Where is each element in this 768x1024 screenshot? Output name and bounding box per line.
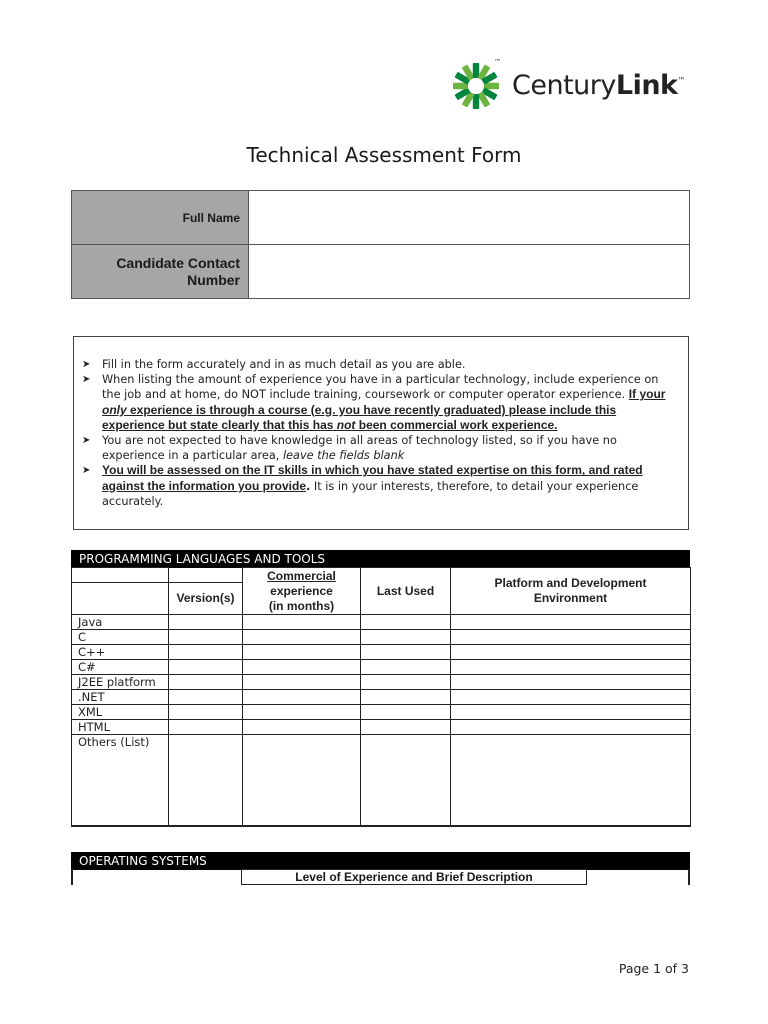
logo-tm-mark: ™ [494,58,501,66]
commercial-cell[interactable] [243,735,361,827]
version-cell[interactable] [169,660,243,675]
row-label: C++ [72,645,169,660]
logo-word-bold: Link [615,70,678,101]
platform-cell[interactable] [451,615,691,630]
last-used-cell[interactable] [361,720,451,735]
os-section-header: OPERATING SYSTEMS [71,852,690,870]
row-label: .NET [72,690,169,705]
full-name-field[interactable] [249,191,690,245]
table-row [72,735,691,827]
form-title: Technical Assessment Form [246,143,522,167]
contact-number-row [72,245,690,299]
arrow-bullet-icon: ➤ [82,465,91,477]
commercial-cell[interactable] [243,630,361,645]
programming-section-header: PROGRAMMING LANGUAGES AND TOOLS [71,550,690,568]
full-name-row [72,191,690,245]
row-label: Java [72,615,169,630]
table-row [72,705,691,720]
version-cell[interactable] [169,675,243,690]
instruction-emphasis-only: only [102,402,127,417]
row-label: Others (List) [72,735,169,827]
instruction-text: When listing the amount of experience you have in a particular technology, include experience on the job and at home, do NOT include training, coursework or computer operator experience. [102,373,659,402]
platform-cell[interactable] [451,720,691,735]
col-header-last-used: Last Used [361,568,451,615]
contact-number-label [72,245,249,299]
table-row [72,720,691,735]
table-row [72,675,691,690]
last-used-cell[interactable] [361,690,451,705]
version-cell[interactable] [169,735,243,827]
contact-label-line2: Number [187,271,240,288]
col-header-commercial [243,568,361,615]
row-label: J2EE platform [72,675,169,690]
platform-cell[interactable] [451,675,691,690]
instructions-box [73,336,689,530]
instruction-emphasis: You will be assessed on the IT skills in which you have stated expertise on this form, and rated against the information you provide [102,463,643,493]
last-used-cell[interactable] [361,735,451,827]
logo-wordmark-tm: ™ [677,76,685,85]
instruction-item-4 [82,463,680,509]
col-platform-line1: Platform and Development [494,576,647,590]
commercial-cell[interactable] [243,675,361,690]
col-platform-line2: Environment [533,591,608,605]
arrow-bullet-icon: ➤ [82,374,91,386]
table-row [72,630,691,645]
instruction-emphasis-part: experience is through a course (e.g. you have recently graduated) please include this experience but state clearly that this has [102,402,617,432]
header-blank-cell [72,568,169,583]
contact-label-line1: Candidate Contact [116,254,240,271]
commercial-cell[interactable] [243,615,361,630]
commercial-cell[interactable] [243,690,361,705]
col-commercial-line1: Commercial [267,568,336,583]
platform-cell[interactable] [451,690,691,705]
version-cell[interactable] [169,705,243,720]
table-border-right [688,869,690,885]
table-row [72,690,691,705]
instruction-dot: . [306,479,311,493]
instruction-text: Fill in the form accurately and in as much detail as you are able. [102,358,466,371]
full-name-label: Full Name [72,191,249,245]
col-header-version: Version(s) [169,583,243,615]
version-cell[interactable] [169,615,243,630]
commercial-cell[interactable] [243,705,361,720]
instruction-emphasis-part: been commercial work experience. [355,417,558,432]
arrow-bullet-icon: ➤ [82,435,91,447]
table-row [72,615,691,630]
instruction-text: It is in your interests, therefore, to detail your experience accurately. [102,479,639,508]
logo-word-light: Century [512,70,616,101]
commercial-cell[interactable] [243,660,361,675]
instruction-item-2 [82,372,680,433]
instruction-item-1 [82,357,680,372]
row-label: C# [72,660,169,675]
commercial-cell[interactable] [243,720,361,735]
table-row [72,660,691,675]
version-cell[interactable] [169,645,243,660]
instruction-emphasis-not: not [336,417,356,432]
header-blank-cell [169,568,243,583]
page-number: Page 1 of 3 [618,961,689,976]
instruction-item-3 [82,433,680,463]
platform-cell[interactable] [451,660,691,675]
arrow-bullet-icon: ➤ [82,359,91,370]
last-used-cell[interactable] [361,675,451,690]
logo-wordmark [512,70,685,101]
last-used-cell[interactable] [361,630,451,645]
last-used-cell[interactable] [361,645,451,660]
row-label: XML [72,705,169,720]
version-cell[interactable] [169,630,243,645]
centurylink-logo [450,58,700,114]
col-header-platform [451,568,691,615]
platform-cell[interactable] [451,735,691,827]
col-header-level: Level of Experience and Brief Description [241,869,587,885]
contact-number-field[interactable] [249,245,690,299]
centurylink-burst-icon [450,60,502,112]
platform-cell[interactable] [451,705,691,720]
version-cell[interactable] [169,690,243,705]
platform-cell[interactable] [451,630,691,645]
col-commercial-line3: (in months) [268,598,335,613]
row-label: HTML [72,720,169,735]
instruction-text: You are not expected to have knowledge in all areas of technology listed, so if you have no experience in a particular area, [102,434,617,463]
programming-table [71,567,691,827]
os-table-header [71,869,690,885]
last-used-cell[interactable] [361,705,451,720]
header-blank-cell [72,583,169,615]
version-cell[interactable] [169,720,243,735]
platform-cell[interactable] [451,645,691,660]
programming-header-row-top [72,568,691,583]
col-commercial-line2: experience [270,583,333,598]
table-border-left [71,869,73,885]
commercial-cell[interactable] [243,645,361,660]
instruction-italic: leave the fields blank [282,449,405,463]
instruction-emphasis-part: If your [628,387,666,402]
candidate-info-table [71,190,690,299]
table-row [72,645,691,660]
last-used-cell[interactable] [361,615,451,630]
last-used-cell[interactable] [361,660,451,675]
row-label: C [72,630,169,645]
